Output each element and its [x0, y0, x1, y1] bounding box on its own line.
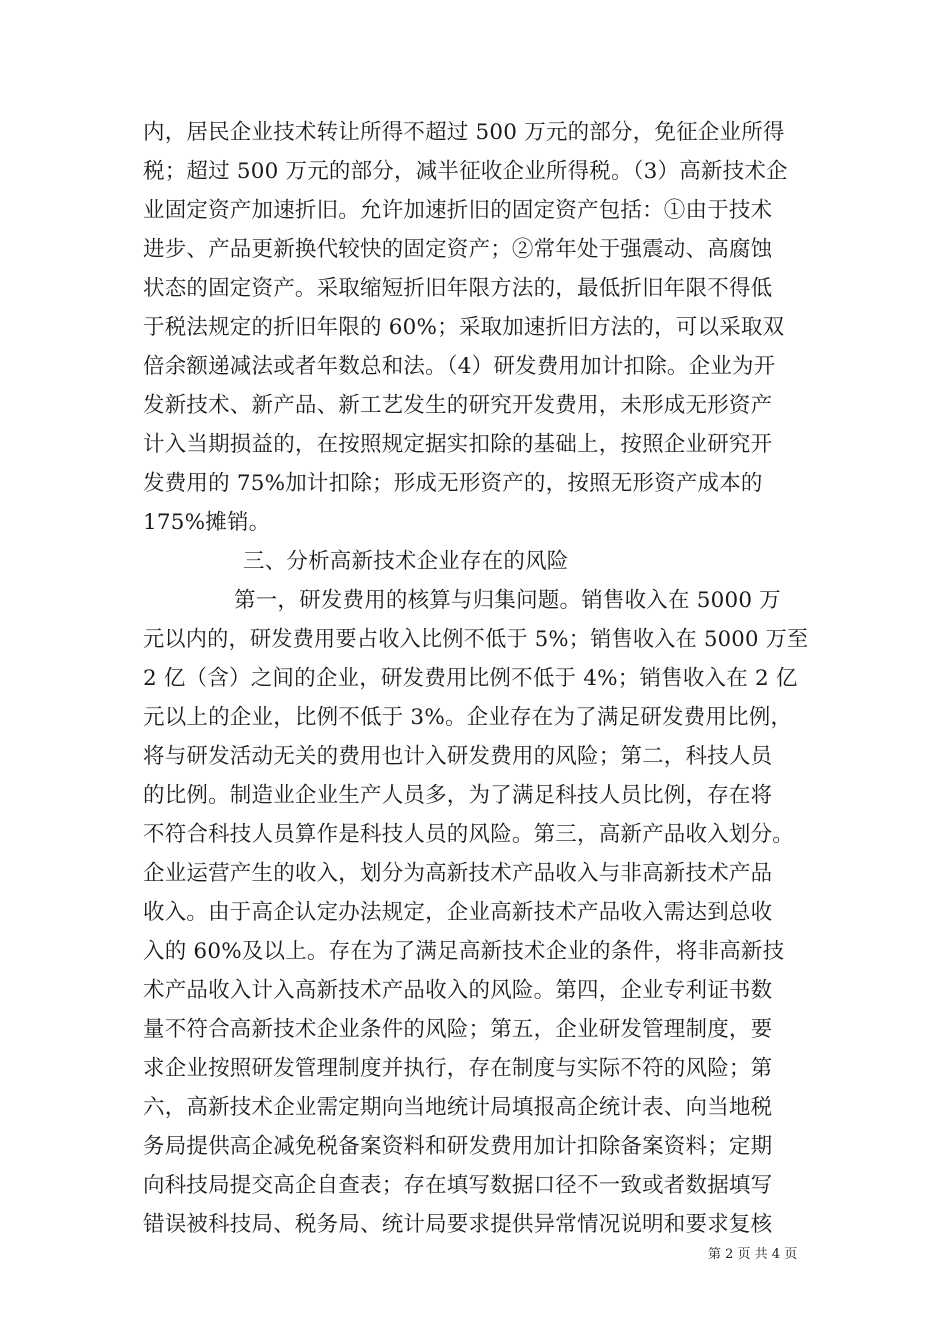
text-line: 2 亿（含）之间的企业，研发费用比例不低于 4%；销售收入在 2 亿: [143, 666, 798, 691]
text-line: 入的 60%及以上。存在为了满足高新技术企业的条件，将非高新技: [143, 939, 785, 964]
section-heading: 三、分析高新技术企业存在的风险: [243, 549, 569, 574]
text-line: 企业运营产生的收入，划分为高新技术产品收入与非高新技术产品: [143, 861, 773, 886]
text-line: 计入当期损益的，在按照规定据实扣除的基础上，按照企业研究开: [143, 432, 773, 457]
text-line: 于税法规定的折旧年限的 60%；采取加速折旧方法的，可以采取双: [143, 315, 785, 340]
text-line: 求企业按照研发管理制度并执行，存在制度与实际不符的风险；第: [143, 1056, 773, 1081]
paragraph-first-line: 第一，研发费用的核算与归集问题。销售收入在 5000 万: [234, 588, 781, 613]
text-line: 将与研发活动无关的费用也计入研发费用的风险；第二，科技人员: [143, 744, 773, 769]
text-line: 术产品收入计入高新技术产品收入的风险。第四，企业专利证书数: [143, 978, 773, 1003]
text-line: 收入。由于高企认定办法规定，企业高新技术产品收入需达到总收: [143, 900, 773, 925]
text-line: 不符合科技人员算作是科技人员的风险。第三，高新产品收入划分。: [143, 822, 795, 847]
text-line: 元以上的企业，比例不低于 3%。企业存在为了满足研发费用比例，: [143, 705, 793, 730]
text-line: 内，居民企业技术转让所得不超过 500 万元的部分，免征企业所得: [143, 120, 785, 145]
text-line: 状态的固定资产。采取缩短折旧年限方法的，最低折旧年限不得低: [143, 276, 773, 301]
text-line: 税；超过 500 万元的部分，减半征收企业所得税。（3）高新技术企: [143, 159, 788, 184]
text-line: 的比例。制造业企业生产人员多，为了满足科技人员比例，存在将: [143, 783, 773, 808]
text-line: 发费用的 75%加计扣除；形成无形资产的，按照无形资产成本的: [143, 471, 763, 496]
text-line: 元以内的，研发费用要占收入比例不低于 5%；销售收入在 5000 万至: [143, 627, 809, 652]
text-line: 错误被科技局、税务局、统计局要求提供异常情况说明和要求复核: [143, 1212, 773, 1237]
page-number-footer: 第 2 页 共 4 页: [708, 1247, 798, 1262]
text-line: 业固定资产加速折旧。允许加速折旧的固定资产包括：①由于技术: [143, 198, 773, 223]
text-line: 倍余额递减法或者年数总和法。（4）研发费用加计扣除。企业为开: [143, 354, 776, 379]
text-line: 175%摊销。: [143, 510, 271, 535]
text-line: 向科技局提交高企自查表；存在填写数据口径不一致或者数据填写: [143, 1173, 773, 1198]
text-line: 发新技术、新产品、新工艺发生的研究开发费用，未形成无形资产: [143, 393, 773, 418]
text-line: 六，高新技术企业需定期向当地统计局填报高企统计表、向当地税: [143, 1095, 773, 1120]
text-line: 进步、产品更新换代较快的固定资产；②常年处于强震动、高腐蚀: [143, 237, 773, 262]
text-line: 务局提供高企减免税备案资料和研发费用加计扣除备案资料；定期: [143, 1134, 773, 1159]
text-line: 量不符合高新技术企业条件的风险；第五，企业研发管理制度，要: [143, 1017, 773, 1042]
